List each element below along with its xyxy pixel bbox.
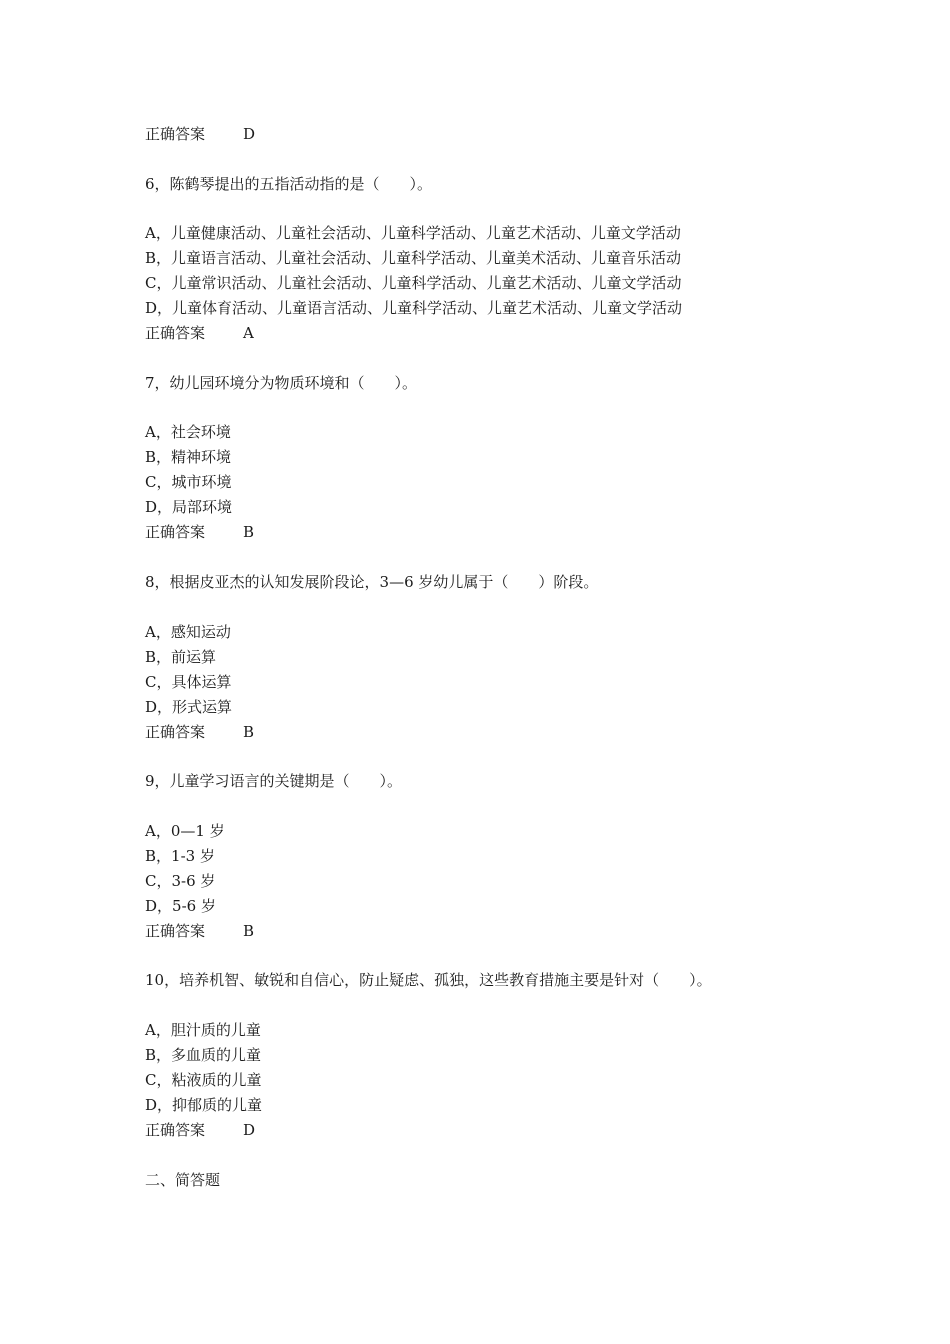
answer-line — [145, 720, 865, 745]
option-c: C，具体运算 — [145, 672, 232, 691]
answer-line — [145, 1118, 865, 1143]
option-c: C，儿童常识活动、儿童社会活动、儿童科学活动、儿童艺术活动、儿童文学活动 — [145, 274, 682, 293]
document-page — [145, 122, 865, 1193]
section-heading: 二、简答题 — [145, 1170, 221, 1189]
answer-value: B — [243, 921, 255, 940]
option-d: D，局部环境 — [145, 498, 233, 517]
question-block — [145, 172, 865, 347]
answer-label: 正确答案 — [145, 523, 206, 542]
option-d: D，儿童体育活动、儿童语言活动、儿童科学活动、儿童艺术活动、儿童文学活动 — [145, 299, 683, 318]
answer-line — [145, 321, 865, 346]
option-b: B，精神环境 — [145, 448, 232, 467]
answer-line — [145, 919, 865, 944]
question-block — [145, 570, 865, 745]
option-b: B，儿童语言活动、儿童社会活动、儿童科学活动、儿童美术活动、儿童音乐活动 — [145, 249, 682, 268]
option-b: B，1-3 岁 — [145, 846, 215, 865]
option-a: A，儿童健康活动、儿童社会活动、儿童科学活动、儿童艺术活动、儿童文学活动 — [145, 224, 681, 243]
question-block — [145, 769, 865, 944]
option-a: A，社会环境 — [145, 423, 231, 442]
answer-label: 正确答案 — [145, 125, 206, 143]
question-stem: 10，培养机智、敏锐和自信心，防止疑虑、孤独，这些教育措施主要是针对（ ）。 — [145, 971, 712, 990]
option-a: A，0—1 岁 — [145, 821, 225, 840]
option-a: A，感知运动 — [145, 622, 231, 641]
question-stem: 7，幼儿园环境分为物质环境和（ ）。 — [145, 373, 418, 392]
question-stem: 8，根据皮亚杰的认知发展阶段论，3—6 岁幼儿属于（ ）阶段。 — [145, 572, 599, 591]
answer-value: B — [243, 523, 255, 542]
answer-value: D — [243, 1120, 256, 1139]
answer-label: 正确答案 — [145, 324, 206, 343]
option-a: A，胆汁质的儿童 — [145, 1020, 261, 1039]
answer-value: B — [243, 722, 255, 741]
answer-label: 正确答案 — [145, 921, 206, 940]
option-b: B，多血质的儿童 — [145, 1045, 262, 1064]
question-block — [145, 968, 865, 1143]
question-block — [145, 371, 865, 546]
option-c: C，3-6 岁 — [145, 871, 216, 890]
answer-line — [145, 520, 865, 545]
answer-value: A — [243, 324, 254, 343]
question-stem: 6，陈鹤琴提出的五指活动指的是（ ）。 — [145, 174, 433, 193]
option-d: D，抑郁质的儿童 — [145, 1095, 263, 1114]
answer-value: D — [243, 125, 256, 143]
option-d: D，5-6 岁 — [145, 896, 216, 915]
answer-label: 正确答案 — [145, 1120, 206, 1139]
option-c: C，粘液质的儿童 — [145, 1070, 262, 1089]
answer-line — [145, 122, 865, 147]
option-b: B，前运算 — [145, 647, 217, 666]
question-stem: 9，儿童学习语言的关键期是（ ）。 — [145, 772, 403, 791]
answer-label: 正确答案 — [145, 722, 206, 741]
option-c: C，城市环境 — [145, 473, 232, 492]
option-d: D，形式运算 — [145, 697, 233, 716]
